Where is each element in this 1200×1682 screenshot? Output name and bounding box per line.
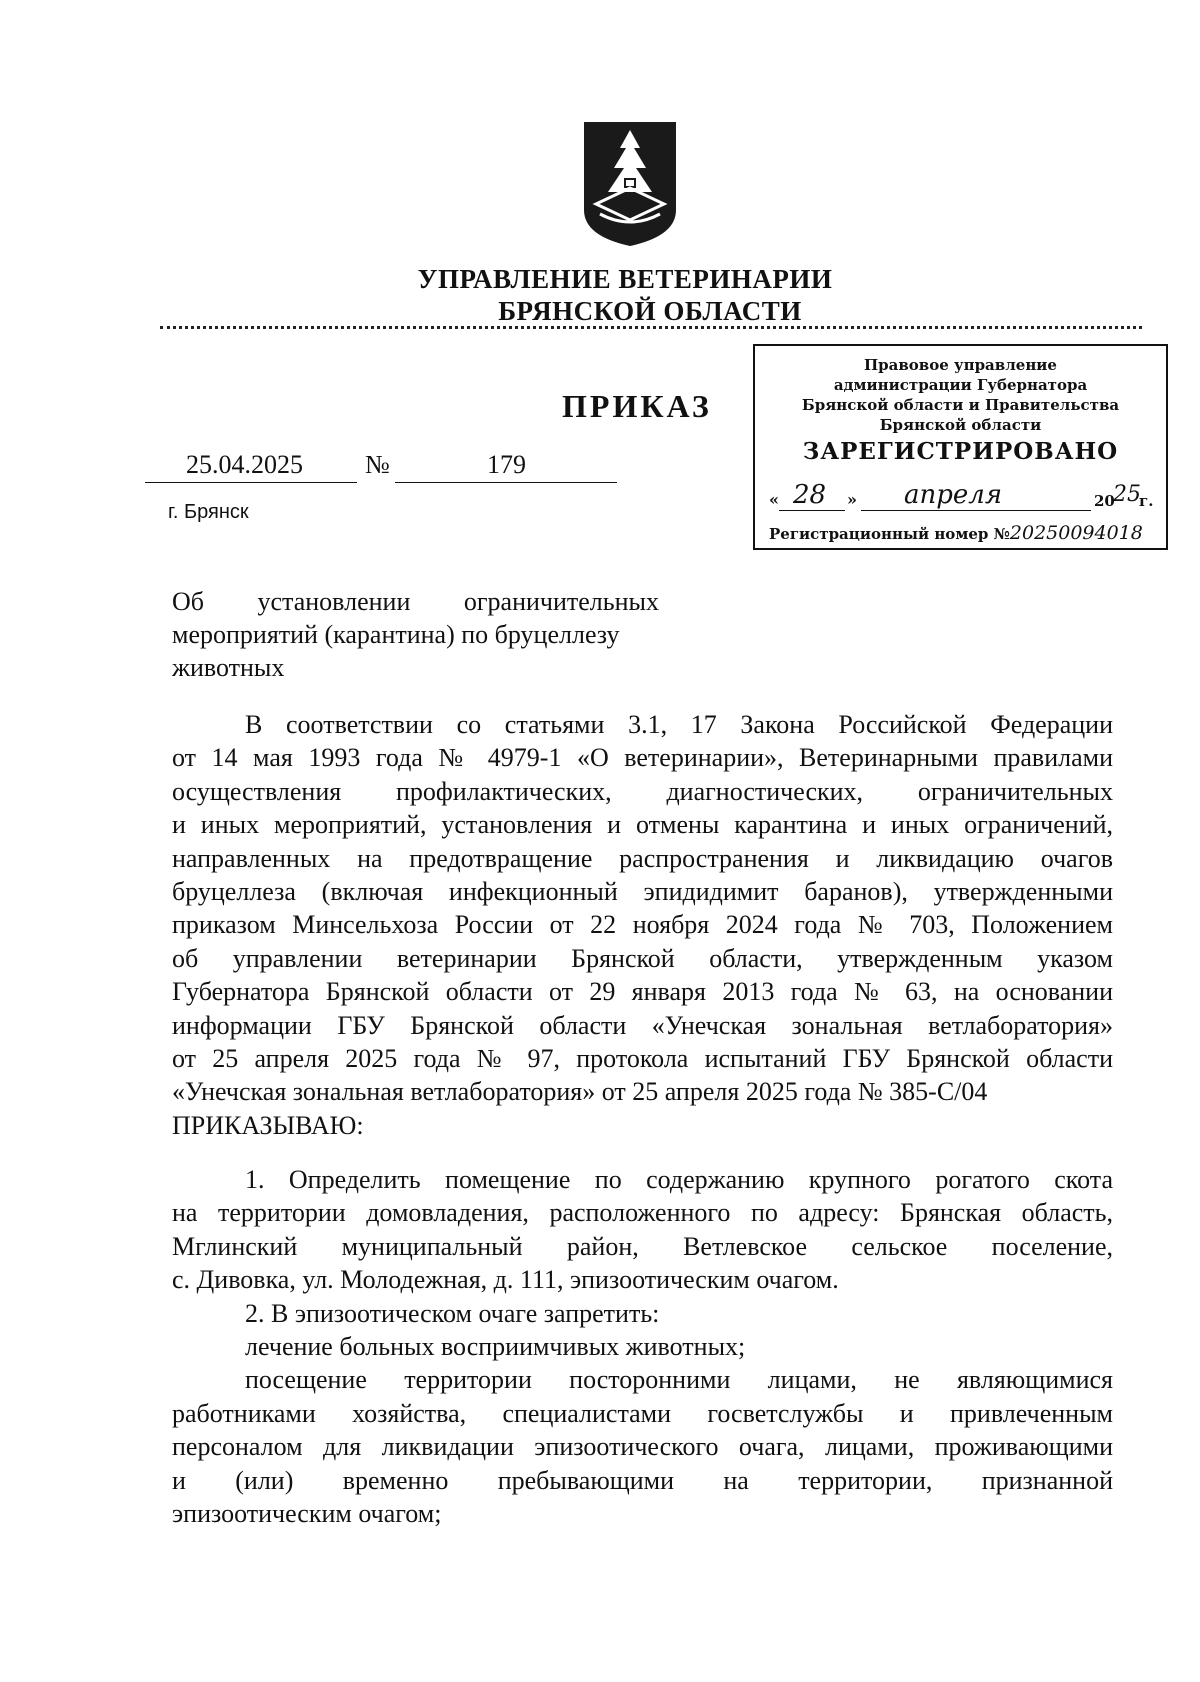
stamp-day-handwritten: 28 bbox=[793, 480, 827, 510]
preamble-order-word: ПРИКАЗЫВАЮ: bbox=[172, 1110, 364, 1140]
order-number-sign: № bbox=[365, 450, 390, 479]
preamble-line: «Унечская зональная ветлаборатория» от 25 апреля 2025 года № 385-С/04 bbox=[172, 1077, 988, 1107]
item-line: 1. Определить помещение по содержанию крупного рогатого скота bbox=[245, 1165, 1113, 1194]
order-date: 25.04.2025 bbox=[186, 450, 303, 479]
document-type-title: ПРИКАЗ bbox=[562, 388, 712, 424]
order-number: 179 bbox=[487, 450, 526, 479]
stamp-close-quote: » bbox=[847, 490, 857, 509]
stamp-line-3: Брянской области и Правительства bbox=[801, 396, 1120, 414]
preamble-line: бруцеллеза (включая инфекционный эпидидимит баранов), утвержденными bbox=[172, 877, 1113, 907]
subject-word-3: ограничительных bbox=[463, 587, 659, 616]
stamp-line-2: администрации Губернатора bbox=[833, 376, 1088, 394]
stamp-open-quote: « bbox=[769, 490, 779, 509]
header-dotted-divider bbox=[160, 326, 1142, 329]
stamp-month-underline bbox=[861, 510, 1091, 511]
item-line: лечение больных восприимчивых животных; bbox=[245, 1332, 746, 1362]
org-name-line2: БРЯНСКОЙ ОБЛАСТИ bbox=[498, 296, 802, 326]
org-name-line1: УПРАВЛЕНИЕ ВЕТЕРИНАРИИ bbox=[417, 264, 833, 294]
subject-line-2: мероприятий (карантина) по бруцеллезу bbox=[172, 620, 620, 649]
stamp-date-line bbox=[769, 480, 1159, 514]
stamp-registered-label: ЗАРЕГИСТРИРОВАНО bbox=[802, 438, 1119, 465]
order-subject bbox=[172, 585, 659, 684]
preamble-line: В соответствии со статьями 3.1, 17 Закона Российской Федерации bbox=[245, 710, 1113, 739]
order-items bbox=[172, 1163, 1113, 1530]
preamble-line: об управлении ветеринарии Брянской области, утвержденным указом bbox=[172, 943, 1113, 973]
preamble-line: осуществления профилактических, диагностических, ограничительных bbox=[172, 776, 1113, 806]
item-line: и (или) временно пребывающими на территории, признанной bbox=[172, 1465, 1113, 1495]
registration-stamp bbox=[753, 344, 1168, 550]
preamble-line: Губернатора Брянской области от 29 января 2013 года № 63, на основании bbox=[172, 977, 1113, 1007]
preamble-line: информации ГБУ Брянской области «Унечская зональная ветлаборатория» bbox=[172, 1010, 1113, 1040]
date-underline bbox=[145, 482, 357, 483]
stamp-reg-number-handwritten: 20250094018 bbox=[1009, 522, 1143, 544]
stamp-year-suffix-handwritten: 25 bbox=[1113, 482, 1141, 507]
item-line: Мглинский муниципальный район, Ветлевское сельское поселение, bbox=[172, 1231, 1113, 1261]
preamble-line: направленных на предотвращение распространения и ликвидацию очагов bbox=[172, 843, 1113, 873]
preamble-line: от 25 апреля 2025 года № 97, протокола испытаний ГБУ Брянской области bbox=[172, 1044, 1113, 1074]
stamp-day-underline bbox=[779, 510, 845, 511]
preamble-line: приказом Минсельхоза России от 22 ноября 2024 года № 703, Положением bbox=[172, 910, 1113, 940]
item-line: на территории домовладения, расположенного по адресу: Брянская область, bbox=[172, 1198, 1113, 1228]
stamp-reg-number-line bbox=[769, 522, 1165, 544]
stamp-month-handwritten: апреля bbox=[904, 480, 1003, 510]
item-line: эпизоотическим очагом; bbox=[172, 1499, 442, 1529]
preamble-line: от 14 мая 1993 года № 4979-1 «О ветеринарии», Ветеринарными правилами bbox=[172, 743, 1113, 773]
number-underline bbox=[395, 482, 617, 483]
stamp-year-prefix: 20 bbox=[1094, 492, 1115, 510]
item-line: с. Дивовка, ул. Молодежная, д. 111, эпизоотическим очагом. bbox=[172, 1265, 839, 1295]
coat-of-arms-emblem bbox=[580, 118, 680, 250]
item-line: посещение территории посторонними лицами, не являющимися bbox=[245, 1365, 1113, 1395]
item-line: персоналом для ликвидации эпизоотического очага, лицами, проживающими bbox=[172, 1432, 1113, 1462]
subject-word-1: Об bbox=[172, 587, 205, 616]
subject-word-2: установлении bbox=[257, 587, 411, 616]
stamp-line-4: Брянской области bbox=[879, 416, 1042, 434]
stamp-reg-number-label: Регистрационный номер № bbox=[769, 525, 1010, 543]
stamp-line-1: Правовое управление bbox=[864, 356, 1057, 374]
item-line: работниками хозяйства, специалистами госветслужбы и привлеченным bbox=[172, 1398, 1113, 1428]
subject-line-1 bbox=[172, 585, 659, 618]
item-line: 2. В эпизоотическом очаге запретить: bbox=[245, 1298, 660, 1328]
order-city: г. Брянск bbox=[168, 501, 249, 523]
preamble-line: и иных мероприятий, установления и отмены карантина и иных ограничений, bbox=[172, 810, 1113, 840]
subject-line-3: животных bbox=[172, 653, 285, 682]
stamp-year-unit: г. bbox=[1139, 492, 1154, 510]
order-preamble bbox=[172, 708, 1113, 1142]
